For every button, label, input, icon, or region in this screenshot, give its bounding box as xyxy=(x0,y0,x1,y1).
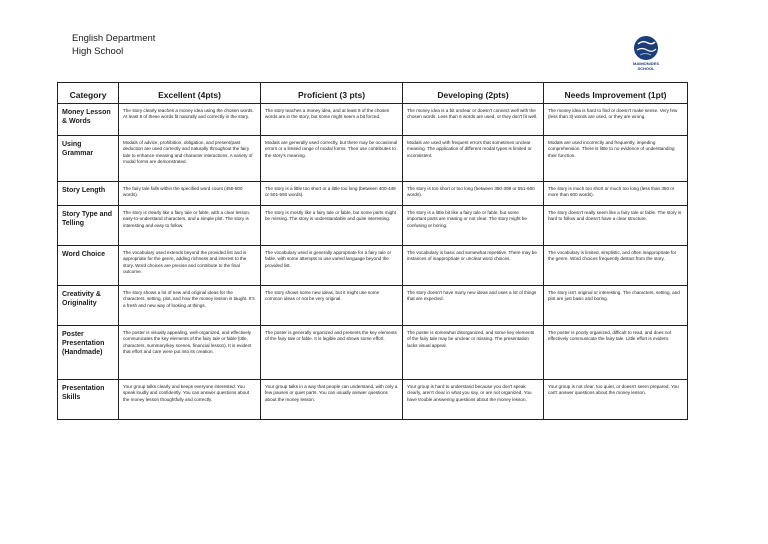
category-cell: Creativity & Originality xyxy=(58,286,119,326)
criteria-cell: The poster is poorly organized, difficult to read, and does not effectively communicate the fairy tale. Little effort is evident. xyxy=(544,326,688,380)
department-label: English Department xyxy=(72,33,156,44)
category-cell: Story Type and Telling xyxy=(58,206,119,246)
criteria-cell: The fairy tale falls within the specified word count (450-500 words). xyxy=(119,182,261,206)
column-header: Developing (2pts) xyxy=(403,83,544,104)
logo-text-line1: MAIMONIDES xyxy=(633,61,659,66)
criteria-cell: The story clearly teaches a money idea using the chosen words. At least 8 of these words fit naturally and correctly in the story. xyxy=(119,104,261,136)
criteria-cell: The story doesn't have many new ideas and uses a lot of things that are expected. xyxy=(403,286,544,326)
column-header: Excellent (4pts) xyxy=(119,83,261,104)
criteria-cell: The story is much too short or much too long (less than 350 or more than 600 words). xyxy=(544,182,688,206)
column-header: Needs Improvement (1pt) xyxy=(544,83,688,104)
criteria-cell: The story is clearly like a fairy tale or fable, with a clear lesson, easy-to-understand characters, and a simple plot. The story is interesting and easy to follow. xyxy=(119,206,261,246)
criteria-cell: Your group talks clearly and keeps everyone interested. You speak loudly and confidently. You can answer questions about the money lesson thoughtfully and correctly. xyxy=(119,380,261,420)
criteria-cell: The money idea is a bit unclear or doesn't connect well with the chosen words. Less than 6 words are used, or they don't fit well. xyxy=(403,104,544,136)
criteria-cell: Modals of advice, prohibition, obligation, and present/past deduction are used correctly and naturally throughout the fairy tale to enhance meaning and character interactions. A variety of modal forms are demonstrated. xyxy=(119,136,261,182)
criteria-cell: The story is a little bit like a fairy tale or fable, but some important parts are missing or not clear. The story might be confusing or boring. xyxy=(403,206,544,246)
rubric-row xyxy=(58,104,688,136)
logo-text-line2: SCHOOL xyxy=(637,65,655,71)
criteria-cell: The story teaches a money idea, and at least 6 of the chosen words are in the story, but some might seem a bit forced. xyxy=(261,104,403,136)
rubric-row xyxy=(58,326,688,380)
criteria-cell: The story is a little too short or a little too long (between 400-449 or 501-550 words). xyxy=(261,182,403,206)
category-cell: Story Length xyxy=(58,182,119,206)
criteria-cell: The poster is visually appealing, well-organized, and effectively communicates the key elements of the fairy tale or fable (title, characters, summary/key scenes, financial lesson). It is evident that effort and care were put into its creation. xyxy=(119,326,261,380)
criteria-cell: The story doesn't really seem like a fairy tale or fable. The story is hard to follow and doesn't have a clear structure. xyxy=(544,206,688,246)
school-label: High School xyxy=(72,45,124,57)
criteria-cell: The vocabulary is limited, simplistic, and often inappropriate for the genre. Word choices frequently detract from the story. xyxy=(544,246,688,286)
category-cell: Using Grammar xyxy=(58,136,119,182)
criteria-cell: Modals are generally used correctly, but there may be occasional errors or a limited range of modal forms. Their use contributes to the story's meaning. xyxy=(261,136,403,182)
rubric-row xyxy=(58,182,688,206)
criteria-cell: The vocabulary is basic and somewhat repetitive. There may be instances of inappropriate or unclear word choices. xyxy=(403,246,544,286)
document-header xyxy=(72,33,155,58)
rubric-header-row xyxy=(58,83,688,104)
criteria-cell: The story isn't original or interesting. The characters, setting, and plot are just basic and boring. xyxy=(544,286,688,326)
criteria-cell: Your group is hard to understand because you don't speak clearly, aren't clear in what you say, or are not organized. You have trouble answering questions about the money lesson. xyxy=(403,380,544,420)
criteria-cell: The vocabulary used extends beyond the provided list and is appropriate for the genre, adding richness and interest to the story. Word choices are precise and contribute to the final outcome. xyxy=(119,246,261,286)
criteria-cell: The story is too short or too long (between 350-399 or 551-600 words). xyxy=(403,182,544,206)
criteria-cell: Modals are used incorrectly and frequently, impeding comprehension. There is little to no evidence of understanding their function. xyxy=(544,136,688,182)
rubric-table xyxy=(57,82,688,420)
rubric-row xyxy=(58,206,688,246)
criteria-cell: The story is mostly like a fairy tale or fable, but some parts might be missing. The story is understandable and quite interesting. xyxy=(261,206,403,246)
rubric-row xyxy=(58,380,688,420)
rubric-row xyxy=(58,136,688,182)
globe-icon xyxy=(624,33,668,63)
category-cell: Poster Presentation (Handmade) xyxy=(58,326,119,380)
column-header: Category xyxy=(58,83,119,104)
criteria-cell: The poster is somewhat disorganized, and some key elements of the fairy tale may be unclear or missing. The presentation lacks visual appeal. xyxy=(403,326,544,380)
school-logo xyxy=(624,33,668,75)
rubric-row xyxy=(58,246,688,286)
category-cell: Presentation Skills xyxy=(58,380,119,420)
criteria-cell: Your group is not clear, too quiet, or doesn't seem prepared. You can't answer questions about the money lesson. xyxy=(544,380,688,420)
criteria-cell: The story shows a lot of new and original ideas for the characters, setting, plot, and how the money lesson is taught. It's a fresh and new way of looking at things. xyxy=(119,286,261,326)
criteria-cell: Modals are used with frequent errors that sometimes unclear meaning. The application of different modal types is limited or inconsistent. xyxy=(403,136,544,182)
category-cell: Money Lesson & Words xyxy=(58,104,119,136)
criteria-cell: Your group talks in a way that people can understand, with only a few pauses or quiet parts. You can usually answer questions about the money lesson. xyxy=(261,380,403,420)
category-cell: Word Choice xyxy=(58,246,119,286)
rubric-row xyxy=(58,286,688,326)
column-header: Proficient (3 pts) xyxy=(261,83,403,104)
criteria-cell: The poster is generally organized and presents the key elements of the fairy tale or fable. It is legible and shows some effort. xyxy=(261,326,403,380)
criteria-cell: The money idea is hard to find or doesn't make sense. Very few (less than 3) words are used, or they are wrong. xyxy=(544,104,688,136)
criteria-cell: The vocabulary used is generally appropriate for a fairy tale or fable, with some attempts to use varied language beyond the provided list. xyxy=(261,246,403,286)
criteria-cell: The story shows some new ideas, but it might use some common ideas or not be very original. xyxy=(261,286,403,326)
